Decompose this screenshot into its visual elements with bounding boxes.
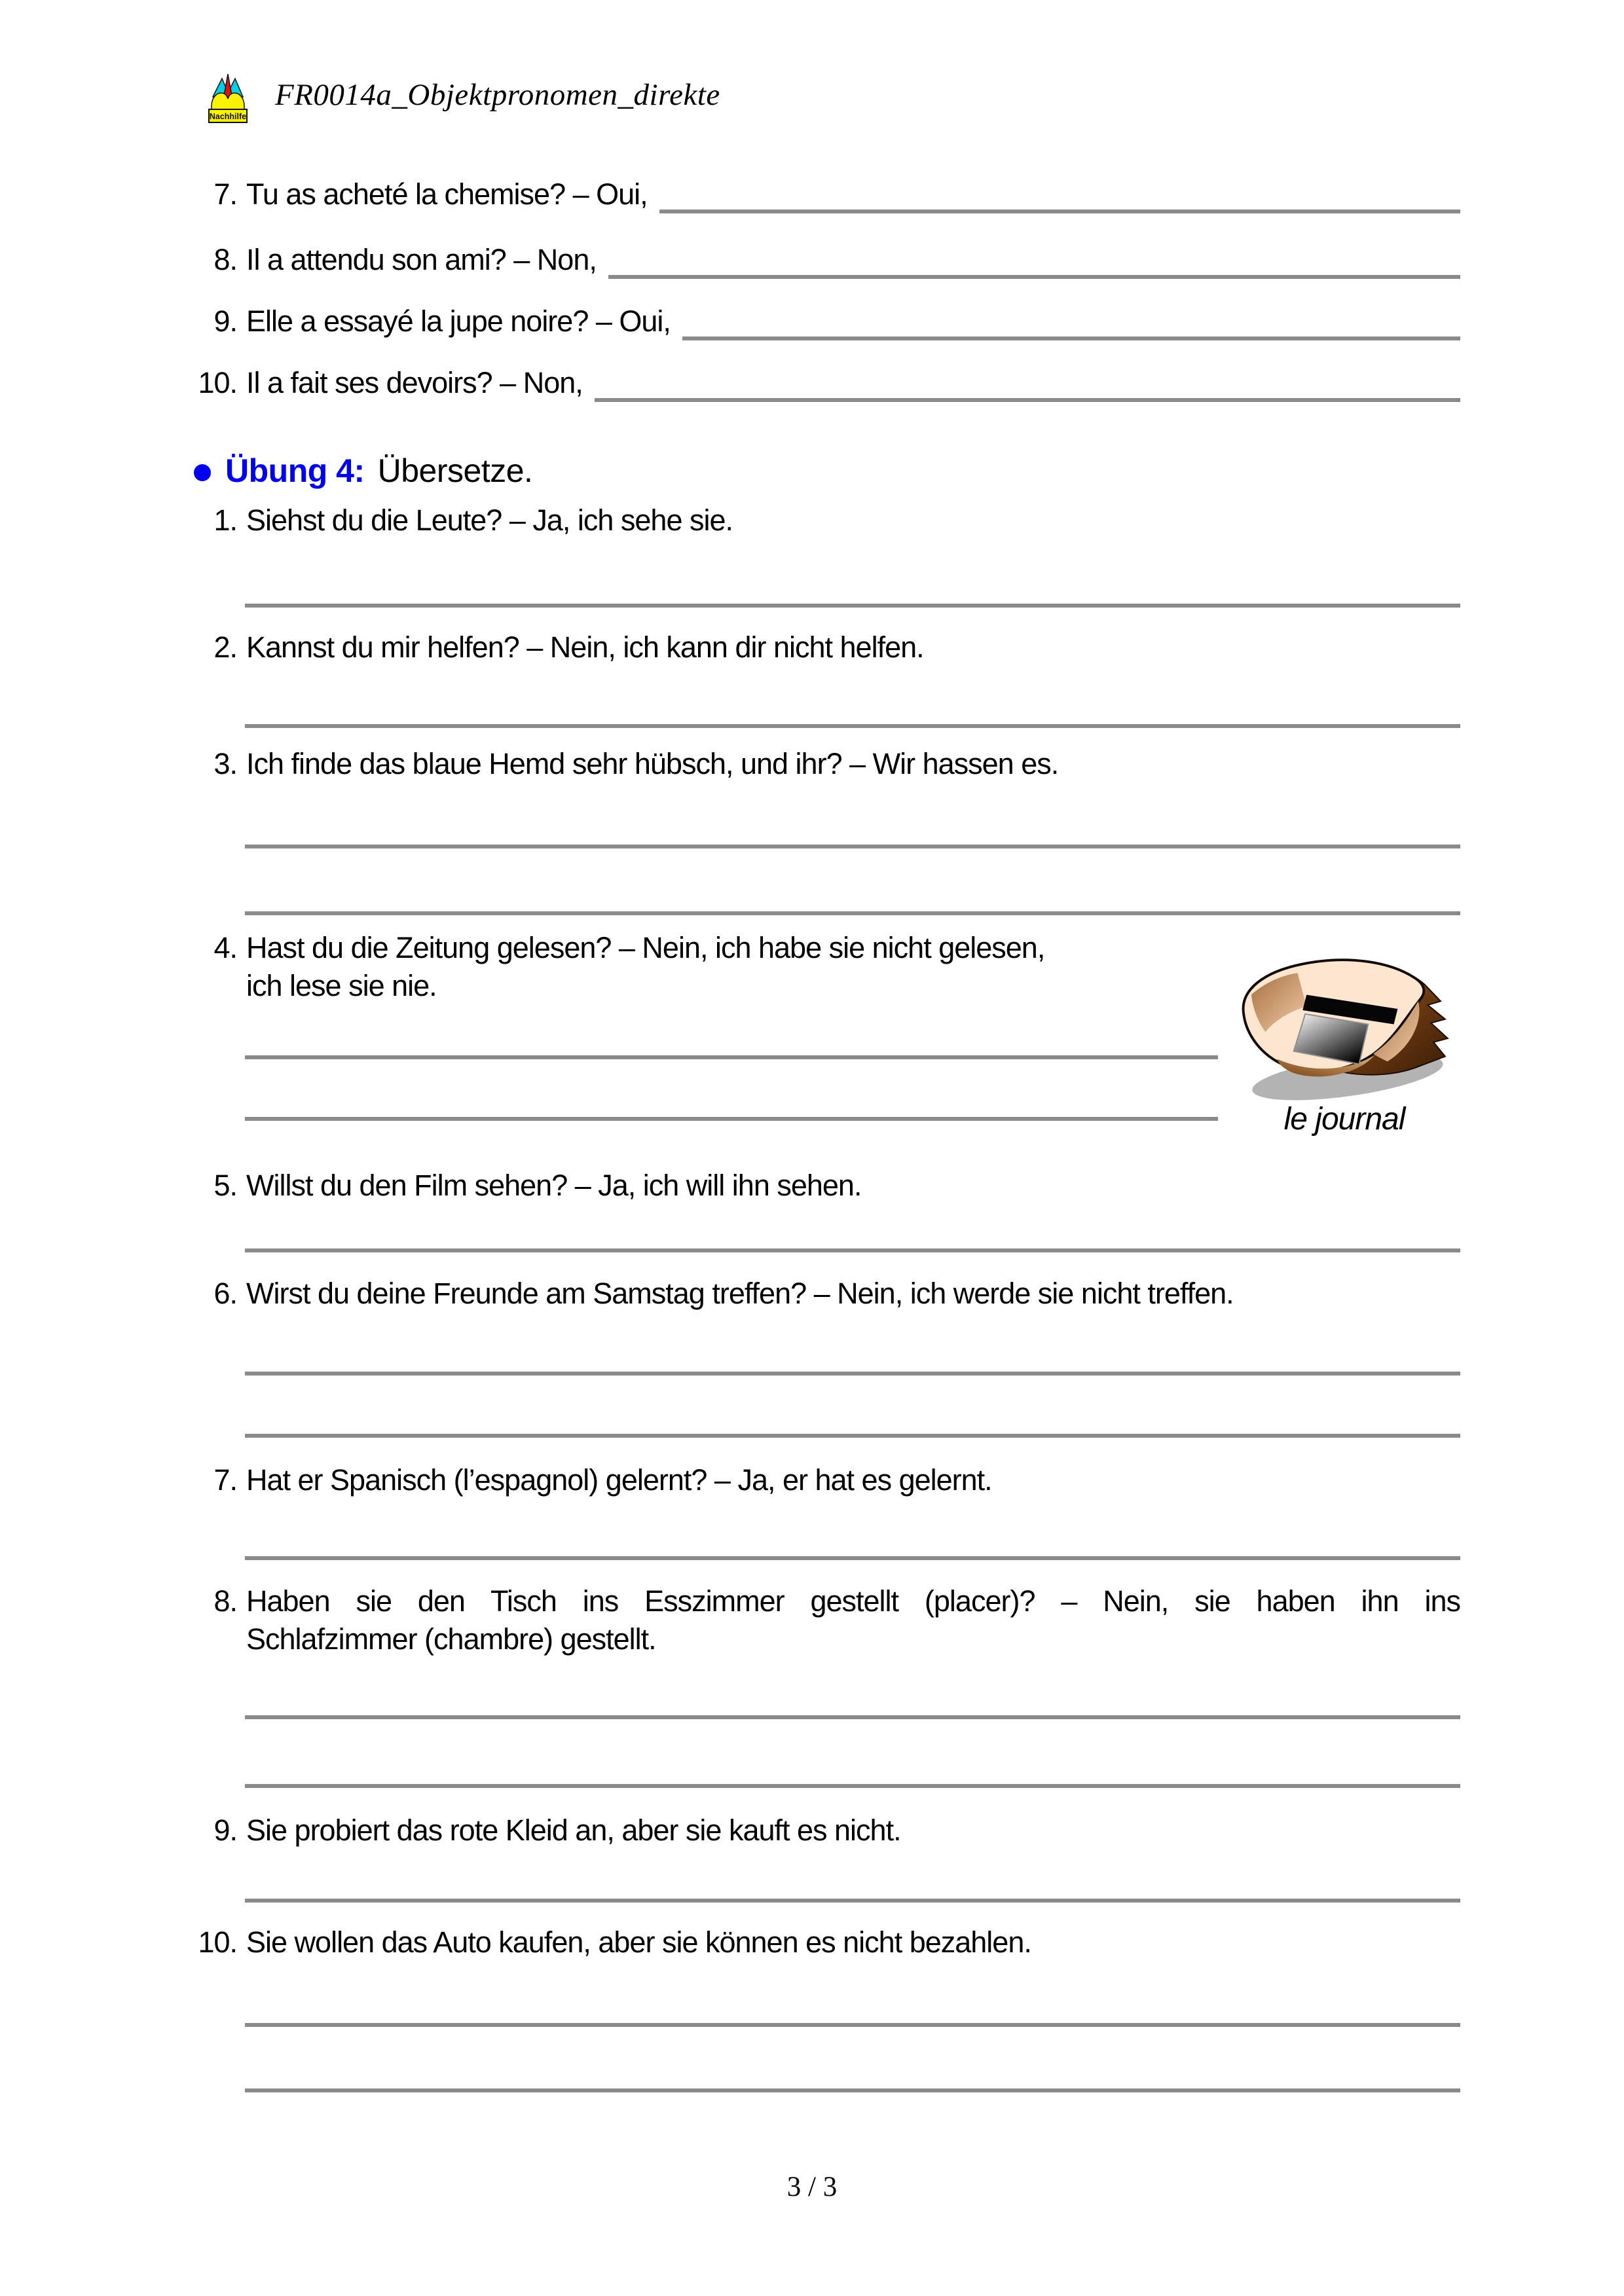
document-title: FR0014a_Objektpronomen_direkte — [275, 78, 720, 112]
item-number: 7. — [213, 1463, 237, 1497]
exercise3-row-8 — [164, 241, 1460, 279]
answer-line — [595, 364, 1460, 402]
newspaper-caption: le journal — [1283, 1102, 1405, 1137]
exercise4-item-8 — [164, 1582, 1460, 1658]
exercise4-label: Übung 4: — [225, 452, 365, 489]
sentence-text: Schlafzimmer (chambre) gestellt. — [246, 1622, 656, 1656]
item-number: 5. — [213, 1169, 237, 1202]
sentence-text: Sie probiert das rote Kleid an, aber sie kauft es nicht. — [246, 1813, 901, 1847]
exercise4-heading — [164, 450, 532, 491]
answer-line — [608, 241, 1460, 279]
answer-line — [245, 911, 1460, 915]
question-text: Il a fait ses devoirs? – Non, — [246, 366, 583, 399]
exercise4-item-10 — [164, 1923, 1460, 1961]
sentence-text: Wirst du deine Freunde am Samstag treffen? – Nein, ich werde sie nicht treffen. — [246, 1277, 1234, 1310]
sentence-text: Willst du den Film sehen? – Ja, ich will ihn sehen. — [246, 1169, 862, 1202]
question-text: Il a attendu son ami? – Non, — [246, 243, 597, 276]
exercise4-item-9 — [164, 1812, 1460, 1850]
item-number: 8. — [213, 243, 237, 276]
answer-line — [245, 1248, 1460, 1252]
item-number: 4. — [213, 931, 237, 964]
exercise4-item-5 — [164, 1167, 1460, 1205]
exercise4-instruction: Übersetze. — [377, 452, 533, 489]
exercise3-row-7 — [164, 175, 1460, 213]
answer-line — [245, 845, 1460, 848]
exercise4-item-2 — [164, 629, 1460, 666]
sentence-text: Hast du die Zeitung gelesen? – Nein, ich habe sie nicht gelesen, — [246, 931, 1045, 964]
item-number: 6. — [213, 1277, 237, 1310]
sentence-text: Ich finde das blaue Hemd sehr hübsch, und ihr? – Wir hassen es. — [246, 747, 1059, 780]
newspaper-illustration — [1223, 945, 1466, 1105]
item-number: 7. — [213, 177, 237, 211]
item-number: 1. — [213, 503, 237, 537]
item-number: 8. — [213, 1584, 237, 1618]
sentence-text: ich lese sie nie. — [246, 969, 437, 1002]
sentence-text: Hat er Spanisch (l’espagnol) gelernt? – Ja, er hat es gelernt. — [246, 1463, 992, 1497]
answer-line — [245, 1117, 1218, 1121]
answer-line — [245, 1055, 1218, 1059]
question-text: Elle a essayé la jupe noire? – Oui, — [246, 304, 671, 338]
nachhilfe-logo-icon — [207, 72, 249, 126]
exercise3-row-9 — [164, 302, 1460, 340]
sentence-text: Kannst du mir helfen? – Nein, ich kann dir nicht helfen. — [246, 630, 924, 664]
answer-line — [245, 1434, 1460, 1438]
item-number: 2. — [213, 630, 237, 664]
answer-line — [245, 604, 1460, 608]
item-number: 3. — [213, 747, 237, 780]
answer-line — [245, 1715, 1460, 1719]
answer-line — [245, 1899, 1460, 1903]
exercise3-row-10 — [164, 364, 1460, 402]
answer-line — [245, 724, 1460, 728]
answer-line — [245, 1372, 1460, 1376]
answer-line — [245, 1556, 1460, 1560]
logo-text: Nachhilfe — [209, 112, 247, 121]
exercise4-item-6 — [164, 1275, 1460, 1313]
bullet-icon — [194, 464, 211, 481]
answer-line — [245, 1784, 1460, 1788]
page-number: 3 / 3 — [786, 2172, 838, 2202]
answer-line — [682, 302, 1460, 340]
sentence-text: Haben sie den Tisch ins Esszimmer gestellt (placer)? – Nein, sie haben ihn ins — [246, 1584, 1460, 1618]
answer-line — [245, 2023, 1460, 2027]
answer-line — [659, 175, 1460, 213]
question-text: Tu as acheté la chemise? – Oui, — [246, 177, 648, 211]
exercise4-item-3 — [164, 745, 1460, 783]
exercise4-item-1 — [164, 501, 1460, 539]
sentence-text: Sie wollen das Auto kaufen, aber sie können es nicht bezahlen. — [246, 1925, 1031, 1959]
item-number: 9. — [213, 1813, 237, 1847]
item-number: 10. — [198, 366, 237, 399]
answer-line — [245, 2088, 1460, 2092]
item-number: 10. — [198, 1925, 237, 1959]
item-number: 9. — [213, 304, 237, 338]
sentence-text: Siehst du die Leute? – Ja, ich sehe sie. — [246, 503, 733, 537]
exercise4-item-7 — [164, 1461, 1460, 1499]
